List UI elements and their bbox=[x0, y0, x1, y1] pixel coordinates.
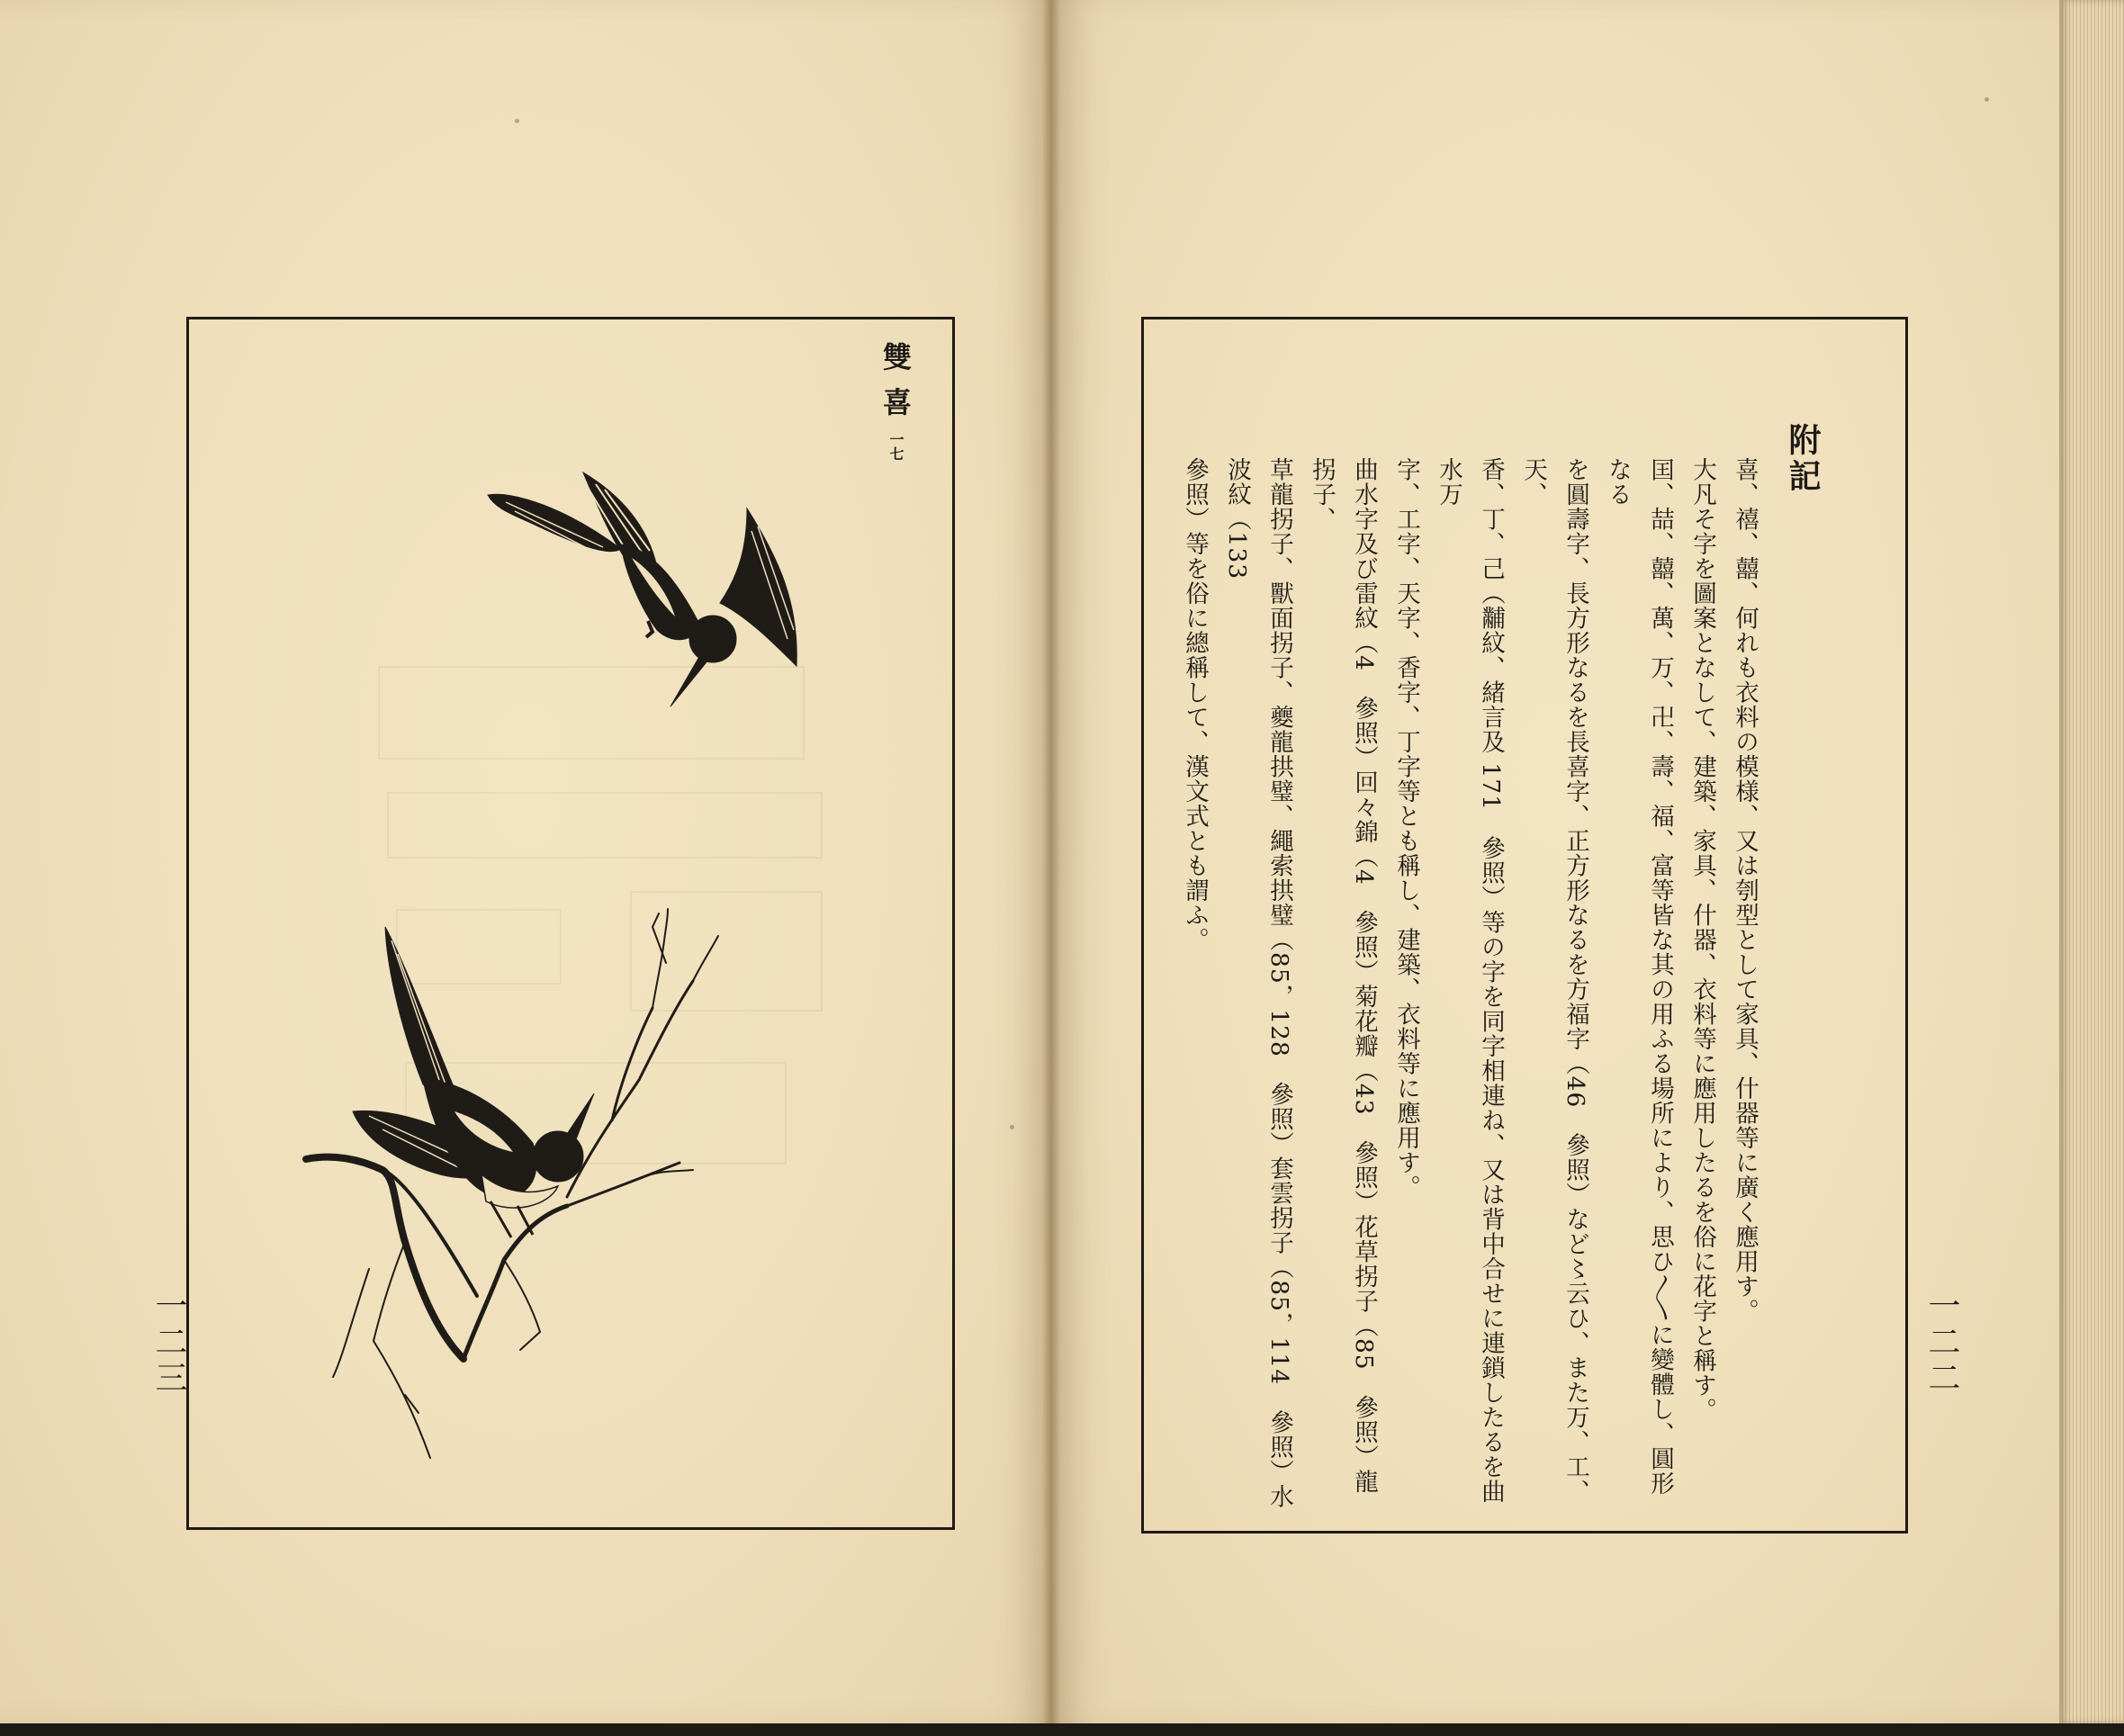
article-line: 曲水字及び雷紋（4 參照）回々錦（4 參照）菊花瓣（43 參照）花草拐子（85 參照）龍拐子、 bbox=[1308, 457, 1378, 1495]
article-body bbox=[1181, 457, 1766, 1510]
article-line: 香、丁、己（黼紋、緒言及 171 參照）等の字を同字相連ね、又は背中合せに連鎖したるを曲水万 bbox=[1435, 457, 1505, 1505]
article-line: を圓壽字、長方形なるを長喜字、正方形なるを方福字（46 參照）など〻云ひ、また万、工、天、 bbox=[1519, 457, 1589, 1505]
book-gutter bbox=[1042, 0, 1060, 1723]
paper-speck bbox=[1984, 97, 1989, 102]
page-edges bbox=[2059, 0, 2124, 1723]
article-line: 大凡そ字を圖案となして、建築、家具、什器、衣料等に應用したるを俗に花字と稱す。 bbox=[1688, 457, 1716, 1423]
article-line: 參照）等を俗に總稱して、漢文式とも謂ふ。 bbox=[1181, 457, 1209, 952]
article-line: 草龍拐子、獸面拐子、夔龍拱璧、繩索拱璧（85，128 參照）套雲拐子（85，114 參照）水波紋（133 bbox=[1223, 457, 1293, 1509]
article-heading: 附記 bbox=[1784, 423, 1822, 495]
paper-speck bbox=[1010, 1125, 1014, 1129]
upper-magpie bbox=[488, 472, 796, 706]
plate-title bbox=[875, 342, 916, 461]
plate-title-text: 雙喜 bbox=[878, 342, 913, 432]
article-line: 喜、禧、囍、何れも衣料の模様、又は刳型として家具、什器等に廣く應用す。 bbox=[1731, 457, 1759, 1324]
plate-number: 一七 bbox=[887, 432, 904, 461]
lower-magpie bbox=[353, 927, 594, 1237]
article-line: 囯、喆、囍、萬、万、卍、壽、福、富等皆な其の用ふる場所により、思ひ〳〵に變體し、圓形なる bbox=[1604, 457, 1674, 1496]
page-number: 一二二 bbox=[1923, 1289, 1960, 1397]
article-line: 字、工字、天字、香字、丁字等とも稱し、建築、衣料等に應用す。 bbox=[1392, 457, 1420, 1200]
paper-speck bbox=[515, 119, 519, 123]
page-number: 一二三 bbox=[150, 1289, 187, 1397]
magpies-illustration bbox=[297, 459, 819, 1467]
